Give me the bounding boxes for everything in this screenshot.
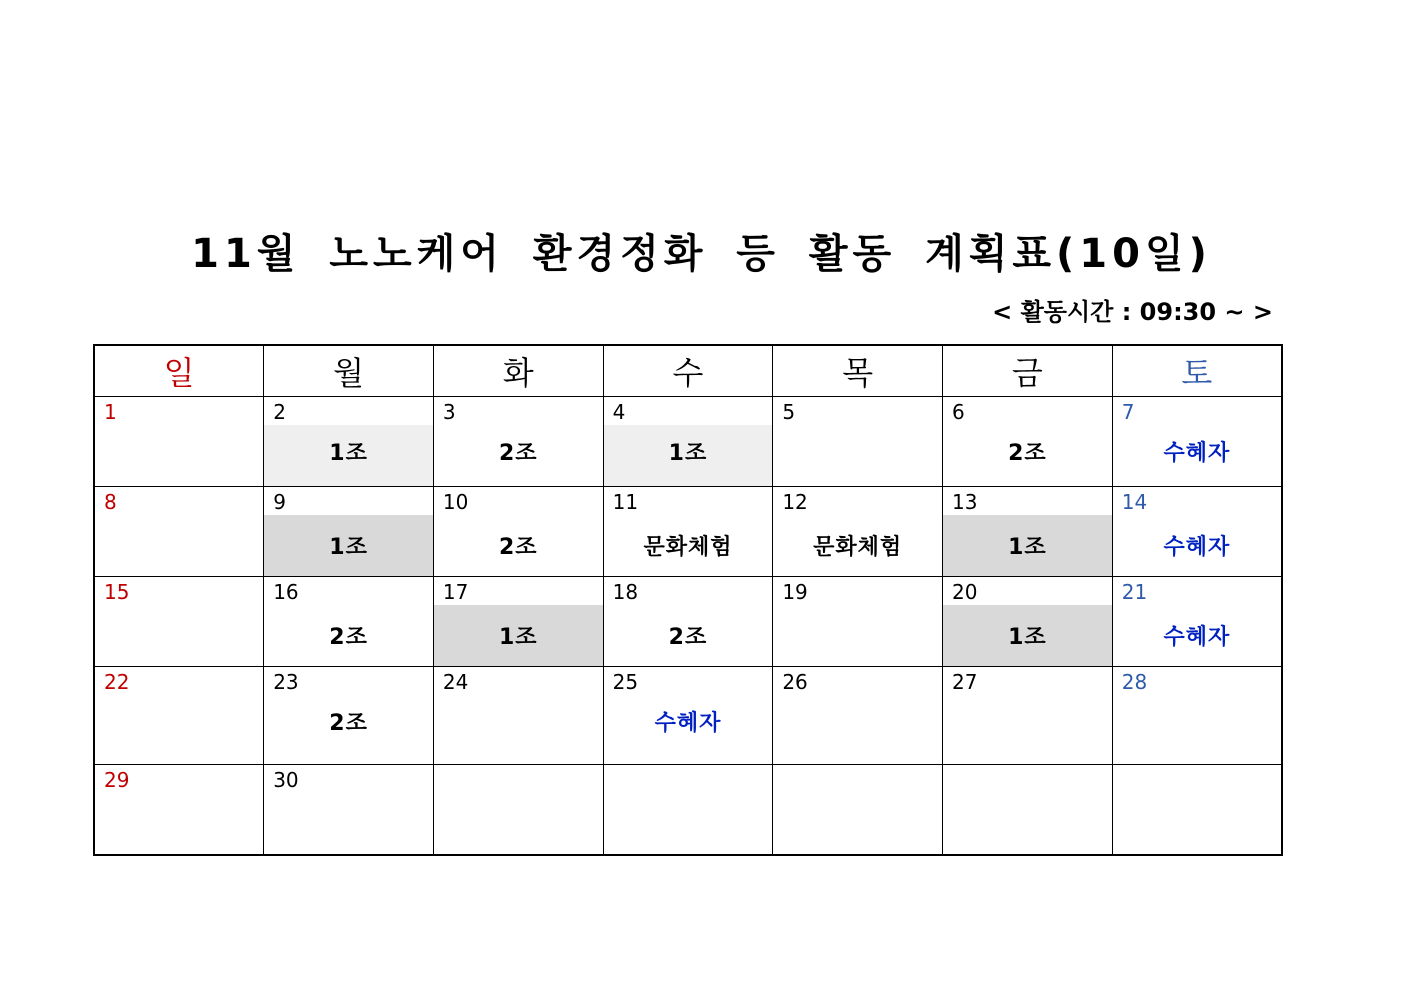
event-label: 수혜자 xyxy=(654,710,722,736)
event-label: 1조 xyxy=(668,441,708,466)
empty-cell xyxy=(1112,765,1282,855)
day-number: 18 xyxy=(612,579,639,604)
day-number: 23 xyxy=(273,669,299,694)
day-cell xyxy=(773,666,943,764)
day-cell xyxy=(1112,576,1282,666)
day-cell xyxy=(264,486,434,576)
day-cell xyxy=(943,486,1113,576)
day-number: 17 xyxy=(442,579,469,604)
day-number: 2 xyxy=(273,400,286,424)
day-cell xyxy=(94,397,264,487)
day-cell xyxy=(264,765,434,855)
weekday-fri: 금 xyxy=(943,345,1113,397)
day-number: 1 xyxy=(104,400,117,424)
day-cell xyxy=(1112,397,1282,487)
event-label: 수혜자 xyxy=(1163,624,1231,650)
weekday-mon: 월 xyxy=(264,345,434,397)
day-number: 21 xyxy=(1121,579,1148,604)
day-cell xyxy=(943,576,1113,666)
day-cell xyxy=(94,576,264,666)
day-cell xyxy=(773,397,943,487)
day-cell xyxy=(603,576,773,666)
event-label: 2조 xyxy=(1008,441,1047,466)
weekday-thu: 목 xyxy=(773,345,943,397)
event-label: 1조 xyxy=(329,441,368,466)
weekday-tue: 화 xyxy=(433,345,603,397)
event-label: 2조 xyxy=(668,624,708,650)
activity-calendar xyxy=(93,344,1283,856)
day-number: 12 xyxy=(782,489,808,514)
event-label: 수혜자 xyxy=(1163,441,1231,466)
day-cell xyxy=(264,666,434,764)
day-cell xyxy=(94,765,264,855)
day-number: 30 xyxy=(273,768,299,793)
day-number: 24 xyxy=(442,669,469,694)
day-cell xyxy=(264,397,434,487)
week-row xyxy=(94,666,1282,764)
week-row xyxy=(94,486,1282,576)
day-number: 7 xyxy=(1121,400,1135,424)
day-number: 4 xyxy=(612,400,626,424)
day-number: 26 xyxy=(782,669,808,694)
event-label: 2조 xyxy=(498,441,538,466)
week-row xyxy=(94,576,1282,666)
week-row xyxy=(94,765,1282,855)
event-label: 수혜자 xyxy=(1163,534,1231,560)
day-number: 5 xyxy=(782,400,796,424)
event-label: 1조 xyxy=(329,534,368,560)
day-cell xyxy=(943,666,1113,764)
day-cell xyxy=(943,397,1113,487)
day-cell xyxy=(603,397,773,487)
day-cell xyxy=(603,666,773,764)
day-cell xyxy=(264,576,434,666)
event-label: 문화체험 xyxy=(643,534,733,560)
day-cell xyxy=(1112,486,1282,576)
day-cell xyxy=(433,666,603,764)
weekday-wed: 수 xyxy=(603,345,773,397)
empty-cell xyxy=(603,765,773,855)
page-title: 11월 노노케어 환경정화 등 활동 계획표(10일) xyxy=(191,231,1212,277)
day-cell xyxy=(1112,666,1282,764)
event-label: 2조 xyxy=(329,624,368,650)
day-number: 16 xyxy=(273,579,299,604)
day-number: 28 xyxy=(1121,669,1148,694)
day-number: 3 xyxy=(442,400,456,424)
empty-cell xyxy=(433,765,603,855)
day-number: 9 xyxy=(273,489,286,514)
day-number: 22 xyxy=(104,669,130,694)
weekday-sat: 토 xyxy=(1112,345,1282,397)
day-number: 6 xyxy=(952,400,965,424)
event-label: 2조 xyxy=(329,710,368,736)
day-cell xyxy=(433,576,603,666)
day-number: 10 xyxy=(442,489,469,514)
day-number: 25 xyxy=(612,669,639,694)
day-number: 20 xyxy=(952,579,978,604)
event-label: 2조 xyxy=(498,534,538,560)
day-cell xyxy=(773,486,943,576)
day-number: 11 xyxy=(612,489,639,514)
day-cell xyxy=(433,397,603,487)
day-number: 8 xyxy=(104,489,117,514)
event-label: 1조 xyxy=(1008,534,1047,560)
event-label: 1조 xyxy=(498,624,538,650)
event-label: 문화체험 xyxy=(813,534,903,560)
empty-cell xyxy=(943,765,1113,855)
day-number: 27 xyxy=(952,669,978,694)
week-row xyxy=(94,397,1282,487)
day-cell xyxy=(773,576,943,666)
day-number: 29 xyxy=(104,768,130,793)
day-cell xyxy=(94,486,264,576)
day-cell xyxy=(433,486,603,576)
day-number: 19 xyxy=(782,579,808,604)
event-label: 1조 xyxy=(1008,624,1047,650)
activity-time-note: < 활동시간 : 09:30 ~ > xyxy=(992,298,1273,326)
day-cell xyxy=(94,666,264,764)
weekday-header-row xyxy=(94,345,1282,397)
day-number: 13 xyxy=(952,489,978,514)
empty-cell xyxy=(773,765,943,855)
day-number: 15 xyxy=(104,579,130,604)
weekday-sun: 일 xyxy=(94,345,264,397)
day-number: 14 xyxy=(1121,489,1148,514)
day-cell xyxy=(603,486,773,576)
